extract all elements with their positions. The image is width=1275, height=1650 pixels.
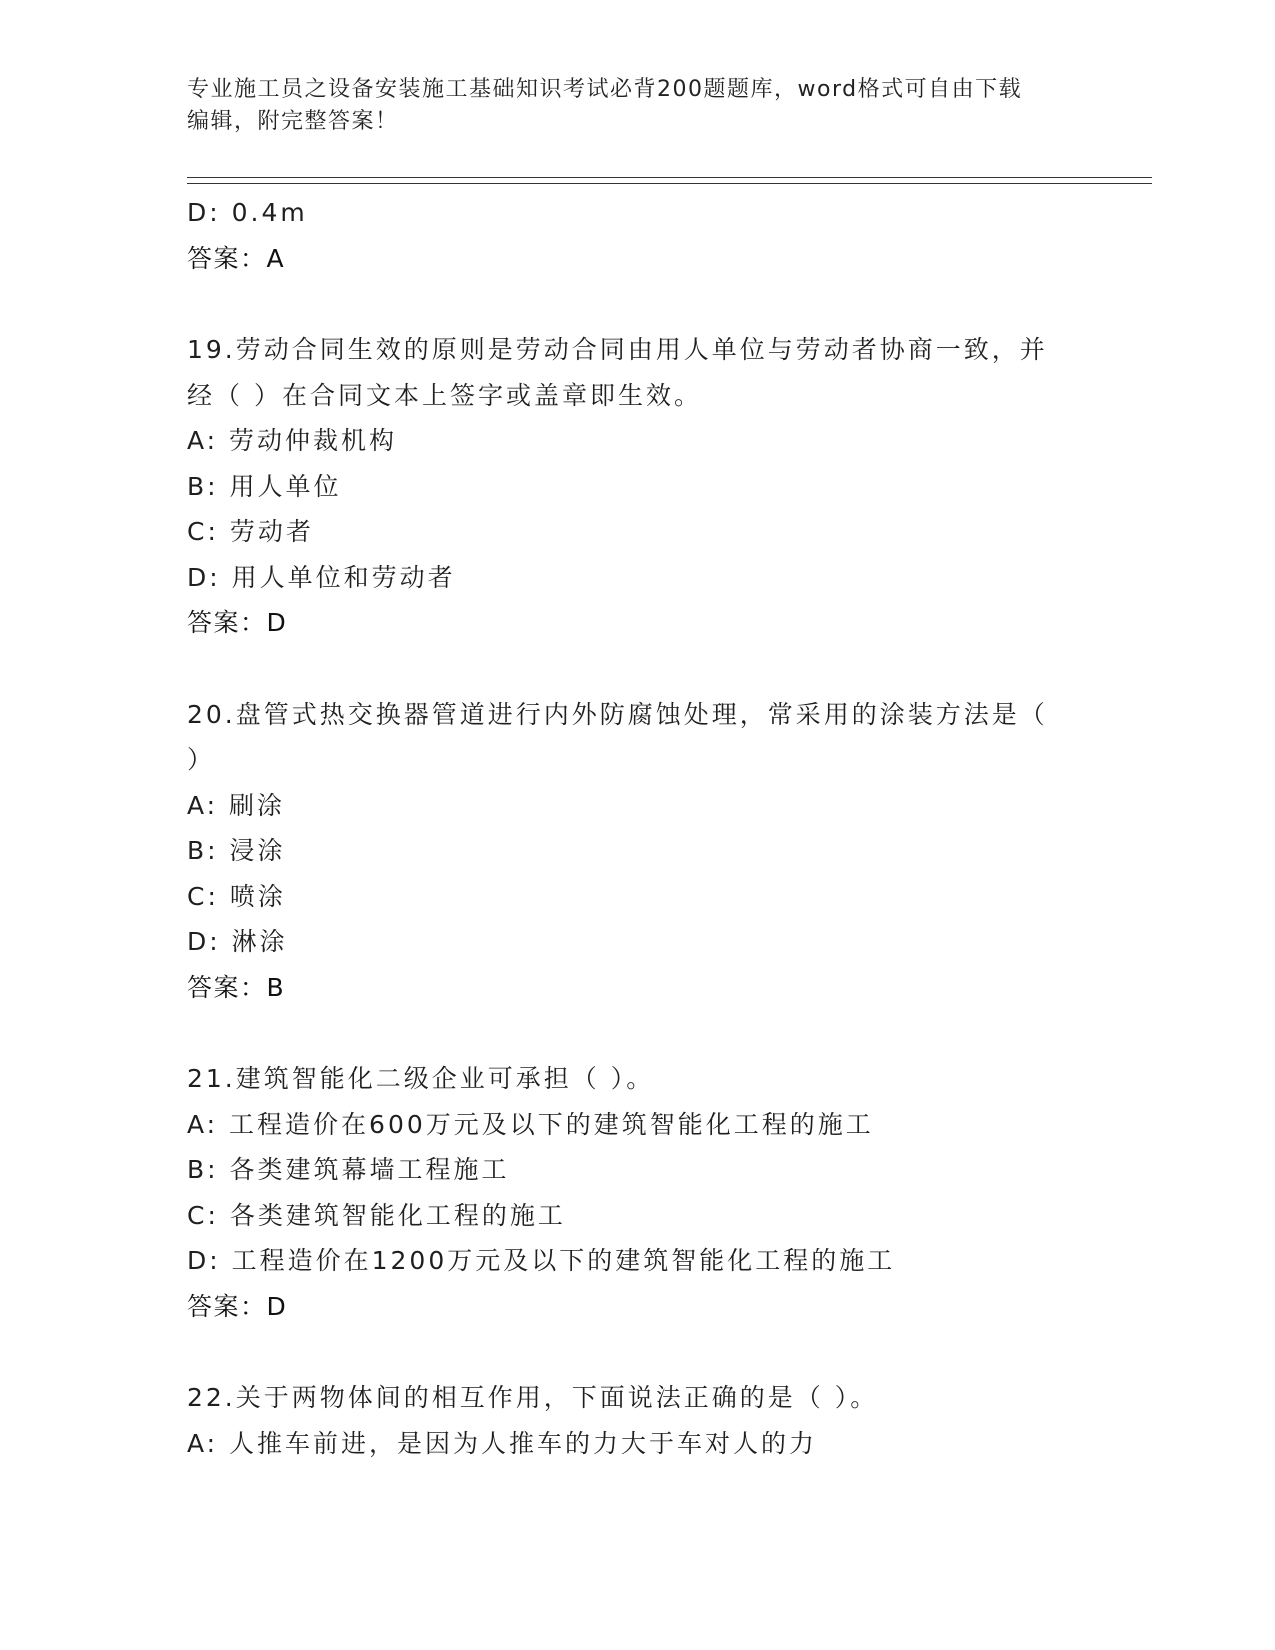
option-d: D: 淋涂 bbox=[187, 927, 288, 956]
option-c: C: 喷涂 bbox=[187, 881, 286, 911]
option-d: D: 0.4m bbox=[187, 198, 308, 227]
option-d: D: 用人单位和劳动者 bbox=[187, 562, 456, 592]
spacer bbox=[187, 1010, 1087, 1056]
question-stem-continued: 经（ ）在合同文本上签字或盖章即生效。 bbox=[187, 380, 702, 410]
header-divider-top bbox=[187, 177, 1152, 178]
question-19 bbox=[187, 327, 1087, 646]
option-a: A: 刷涂 bbox=[187, 790, 286, 820]
option-b: B: 浸涂 bbox=[187, 836, 286, 865]
header-line-1: 专业施工员之设备安装施工基础知识考试必背200题题库，word格式可自由下载 bbox=[187, 77, 1023, 102]
spacer bbox=[187, 1329, 1087, 1375]
question-21 bbox=[187, 1056, 1087, 1329]
question-stem: 22.关于两物体间的相互作用，下面说法正确的是（ ）。 bbox=[187, 1383, 879, 1412]
header-divider-bottom bbox=[187, 183, 1152, 184]
option-b: B: 用人单位 bbox=[187, 471, 342, 501]
option-a: A: 工程造价在600万元及以下的建筑智能化工程的施工 bbox=[187, 1109, 874, 1139]
document-header bbox=[187, 74, 1067, 138]
answer-line: 答案：D bbox=[187, 1291, 288, 1321]
option-c: C: 劳动者 bbox=[187, 517, 314, 546]
option-a: A: 人推车前进，是因为人推车的力大于车对人的力 bbox=[187, 1428, 818, 1458]
option-c: C: 各类建筑智能化工程的施工 bbox=[187, 1200, 566, 1230]
question-stem: 21.建筑智能化二级企业可承担（ ）。 bbox=[187, 1064, 655, 1093]
previous-question-tail bbox=[187, 190, 1087, 281]
option-a: A: 劳动仲裁机构 bbox=[187, 426, 398, 455]
option-b: B: 各类建筑幕墙工程施工 bbox=[187, 1155, 510, 1184]
spacer bbox=[187, 281, 1087, 327]
question-stem-continued: ） bbox=[187, 745, 216, 774]
question-stem: 19.劳动合同生效的原则是劳动合同由用人单位与劳动者协商一致，并 bbox=[187, 335, 1048, 364]
option-d: D: 工程造价在1200万元及以下的建筑智能化工程的施工 bbox=[187, 1246, 896, 1275]
answer-line: 答案：D bbox=[187, 608, 288, 637]
question-22 bbox=[187, 1375, 1087, 1466]
question-content bbox=[187, 190, 1087, 1466]
question-stem: 20.盘管式热交换器管道进行内外防腐蚀处理，常采用的涂装方法是（ bbox=[187, 699, 1048, 729]
question-20 bbox=[187, 692, 1087, 1011]
spacer bbox=[187, 646, 1087, 692]
answer-line: 答案：A bbox=[187, 243, 286, 273]
answer-line: 答案：B bbox=[187, 972, 286, 1002]
header-line-2: 编辑，附完整答案！ bbox=[187, 109, 399, 134]
